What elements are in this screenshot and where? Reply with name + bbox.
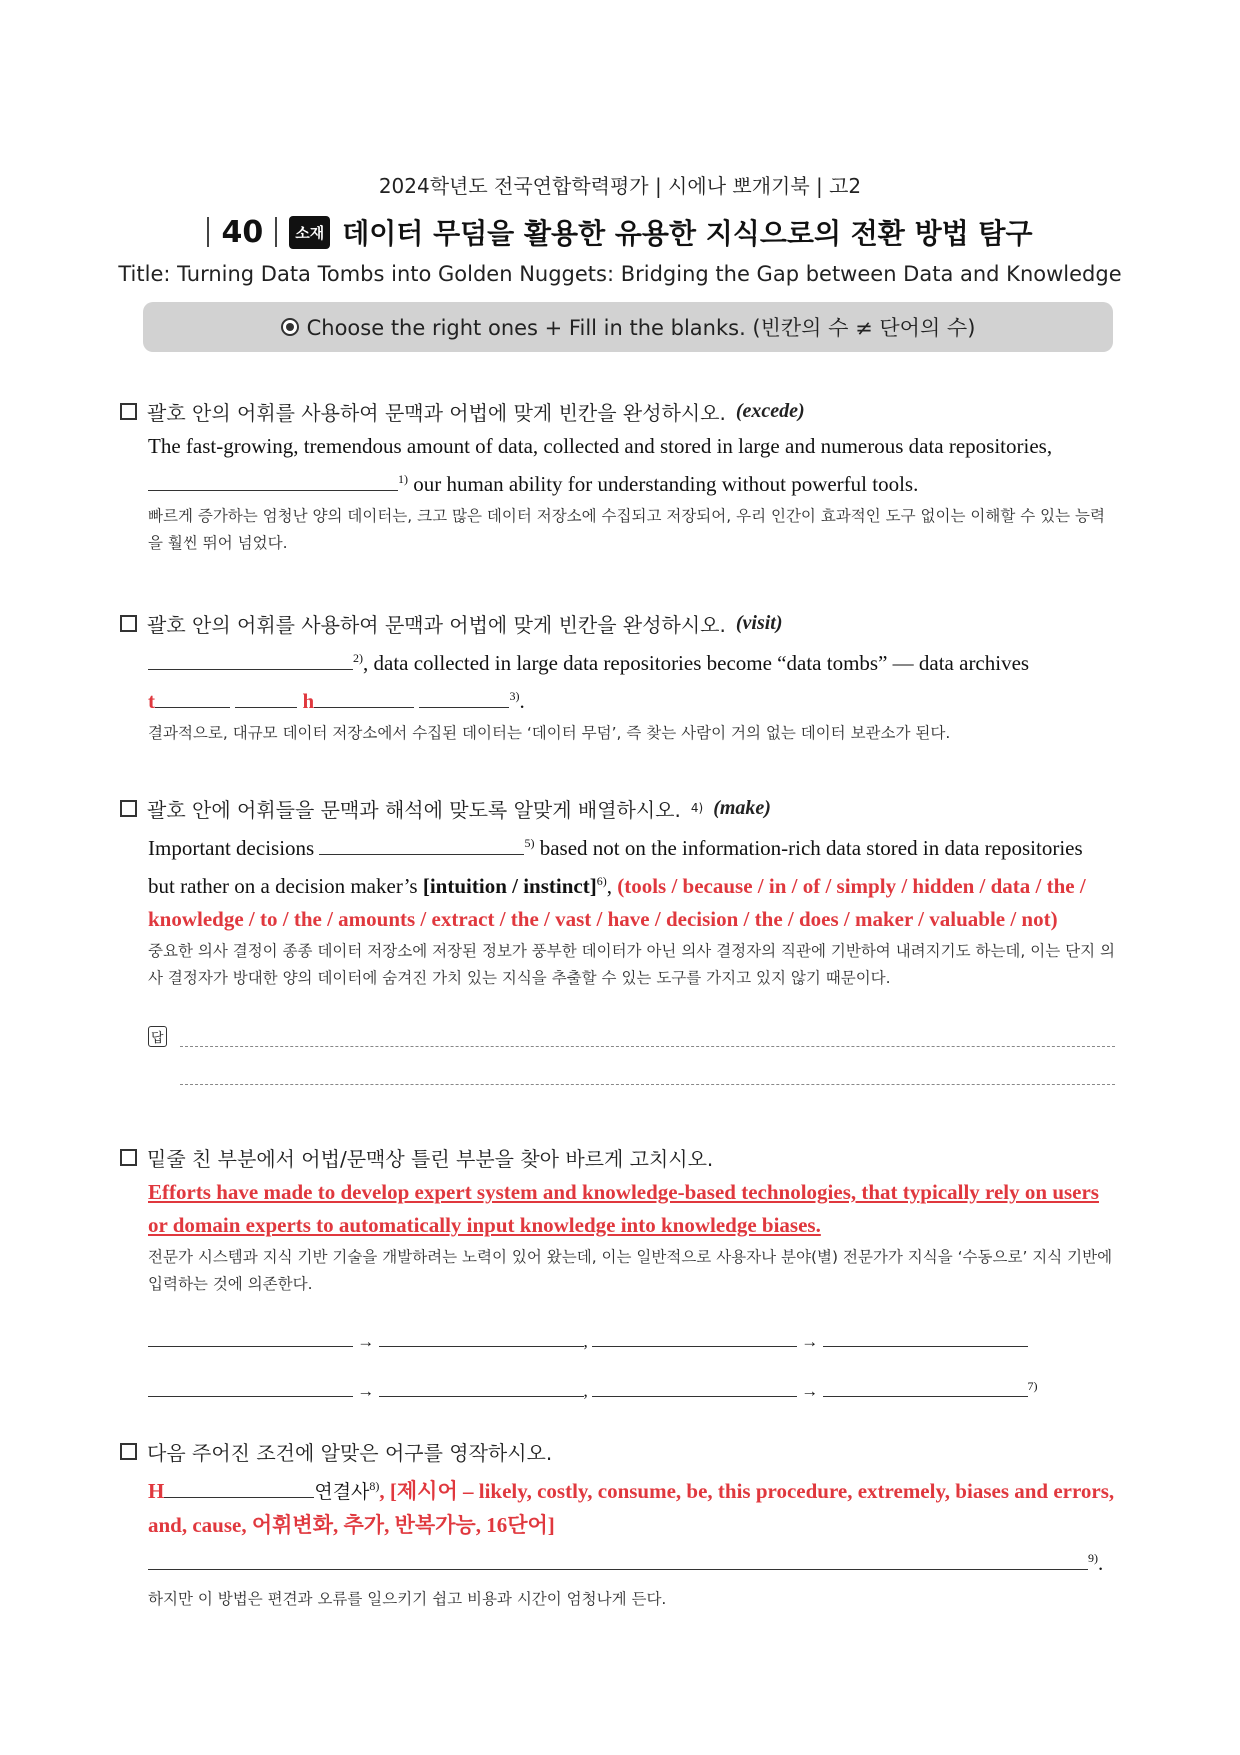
blank-1[interactable] (148, 472, 398, 491)
condition-text: , [제시어 – likely, costly, consume, be, this procedure, extremely, biases and errors, (379, 1479, 1115, 1503)
period: . (1098, 1551, 1104, 1575)
answer-line[interactable] (180, 1046, 1115, 1047)
question-prompt: 괄호 안에 어휘들을 문맥과 해석에 맞도록 알맞게 배열하시오. (147, 797, 681, 822)
connector-label: 연결사 (314, 1481, 370, 1503)
blank-number: 9) (1088, 1551, 1098, 1565)
blank-3a[interactable] (155, 689, 230, 708)
correction-blank[interactable] (823, 1328, 1028, 1347)
checkbox-icon (120, 1149, 137, 1166)
blank-number: 7) (1027, 1379, 1038, 1393)
comma: , (583, 1332, 588, 1351)
blank-number: 2) (353, 651, 363, 665)
blank-number: 5) (524, 836, 535, 850)
word-bank: (tools / because / in / of / simply / hidden / data / the / (617, 874, 1086, 898)
answer-blank[interactable] (148, 1551, 1088, 1570)
blank-number: 8) (369, 1479, 380, 1493)
arrow: → (801, 1381, 819, 1401)
header-meta: 2024학년도 전국연합학력평가 | 시에나 뽀개기북 | 고2 (378, 174, 862, 198)
correction-blank[interactable] (148, 1378, 353, 1397)
divider (275, 217, 277, 247)
arrow: → (357, 1332, 375, 1351)
checkbox-icon (120, 1443, 137, 1460)
comma: , (583, 1381, 588, 1401)
blank-3d[interactable] (419, 689, 509, 708)
blank-3c[interactable] (314, 689, 414, 708)
choice-bracket[interactable]: [intuition / instinct] (422, 874, 597, 898)
question-number: 40 (221, 214, 264, 250)
correction-blank[interactable] (592, 1328, 797, 1347)
answer-label: 답 (148, 1026, 167, 1047)
passage-text: Important decisions (148, 836, 320, 860)
arrow: → (801, 1332, 819, 1351)
condition-text: and, cause, 어휘변화, 추가, 반복가능, 16단어] (148, 1513, 555, 1537)
translation: 전문가 시스템과 지식 기반 기술을 개발하려는 노력이 있어 왔는데, 이는 일반적으로 사용자나 분야(별) 전문가가 지식을 ‘수동으로’ 지식 기반에 입력하는 것에 의존한다. (148, 1248, 1113, 1293)
question-1 (120, 396, 1115, 557)
checkbox-icon (120, 403, 137, 420)
hint-word: (visit) (735, 611, 783, 634)
divider (207, 217, 209, 247)
blank-h[interactable] (164, 1479, 314, 1498)
translation: 빠르게 증가하는 엄청난 양의 데이터는, 크고 많은 데이터 저장소에 수집되고 저장되어, 우리 인간이 효과적인 도구 없이는 이해할 수 있는 능력을 훨씬 뛰어 넘었다. (148, 507, 1105, 552)
hint-letter: H (148, 1479, 165, 1503)
correction-blank[interactable] (823, 1378, 1028, 1397)
translation: 결과적으로, 대규모 데이터 저장소에서 수집된 데이터는 ‘데이터 무덤’, 즉 찾는 사람이 거의 없는 데이터 보관소가 된다. (148, 724, 951, 742)
passage-text: our human ability for understanding without powerful tools. (408, 472, 919, 496)
answer-line[interactable] (180, 1084, 1115, 1085)
title-english: Title: Turning Data Tombs into Golden Nuggets: Bridging the Gap between Data and Knowledge (118, 262, 1122, 286)
question-4 (120, 1142, 1115, 1414)
correction-blank[interactable] (148, 1328, 353, 1347)
underlined-passage: or domain experts to automatically input knowledge into knowledge biases. (148, 1213, 821, 1237)
question-prompt: 다음 주어진 조건에 알맞은 어구를 영작하시오. (147, 1440, 553, 1465)
comma: , (606, 874, 618, 898)
question-prompt: 괄호 안의 어휘를 사용하여 문맥과 어법에 맞게 빈칸을 완성하시오. (147, 400, 726, 425)
instruction-banner (143, 302, 1113, 352)
hint-letter: t (148, 689, 155, 713)
instruction-text: Choose the right ones + Fill in the blanks. (빈칸의 수 ≠ 단어의 수) (306, 316, 976, 340)
blank-number: 1) (398, 472, 408, 486)
question-2 (120, 608, 1115, 747)
hint-letter: h (302, 689, 315, 713)
translation: 하지만 이 방법은 편견과 오류를 일으키기 쉽고 비용과 시간이 엄청나게 든다. (148, 1590, 667, 1608)
passage-text: The fast-growing, tremendous amount of data, collected and stored in large and numerous data repositories, (148, 434, 1053, 458)
translation: 중요한 의사 결정이 종종 데이터 저장소에 저장된 정보가 풍부한 데이터가 아닌 의사 결정자의 직관에 기반하여 내려지기도 하는데, 이는 단지 의사 결정자가 방대한 양의 데이터에 숨겨진 가치 있는 지식을 추출할 수 있는 도구를 가지고 있지 않기 때문이다. (148, 942, 1115, 987)
blank-number: 6) (596, 874, 607, 888)
passage-text: , data collected in large data repositories become “data tombs” — data archives (363, 651, 1030, 675)
correction-blank[interactable] (379, 1328, 584, 1347)
question-prompt: 괄호 안의 어휘를 사용하여 문맥과 어법에 맞게 빈칸을 완성하시오. (147, 612, 726, 637)
word-bank: knowledge / to / the / amounts / extract / the / vast / have / decision / the / does / maker / valuable / not) (148, 907, 1058, 931)
hint-word: (make) (713, 796, 771, 819)
checkbox-icon (120, 800, 137, 817)
arrow: → (357, 1381, 375, 1401)
blank-5[interactable] (319, 836, 524, 855)
passage-text: based not on the information-rich data stored in data repositories (534, 836, 1083, 860)
correction-blank[interactable] (592, 1378, 797, 1397)
period: . (519, 689, 525, 713)
topic-tag: 소재 (289, 216, 330, 249)
page-title (0, 212, 1240, 252)
blank-3b[interactable] (235, 689, 297, 708)
question-5 (120, 1436, 1115, 1613)
checkbox-icon (120, 615, 137, 632)
underlined-passage: Efforts have made to develop expert system and knowledge-based technologies, that typically rely on users (148, 1180, 1099, 1204)
title-korean: 데이터 무덤을 활용한 유용한 지식으로의 전환 방법 탐구 (342, 217, 1033, 250)
hint-word: (excede) (735, 399, 805, 422)
question-number: 4) (690, 801, 704, 815)
blank-number: 3) (509, 689, 520, 703)
question-3 (120, 793, 1115, 1096)
bullet-icon (281, 318, 299, 336)
blank-2[interactable] (148, 651, 353, 670)
question-prompt: 밑줄 친 부분에서 어법/문맥상 틀린 부분을 찾아 바르게 고치시오. (147, 1146, 714, 1171)
passage-text: but rather on a decision maker’s (148, 874, 423, 898)
correction-blank[interactable] (379, 1378, 584, 1397)
